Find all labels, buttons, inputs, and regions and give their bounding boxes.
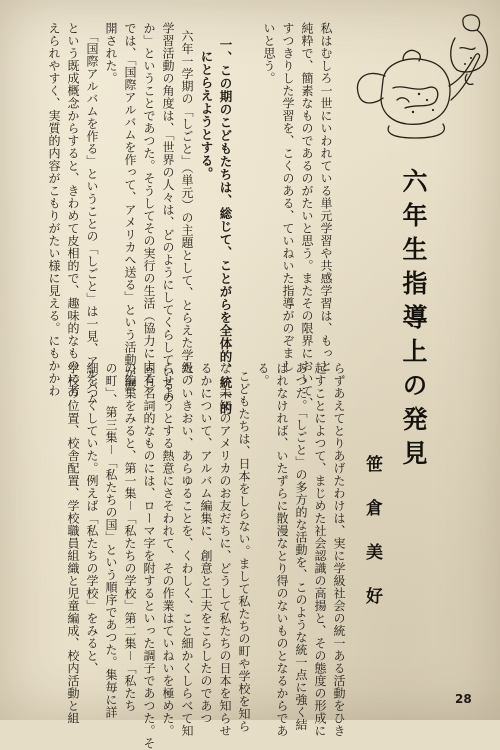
body-column: の編集をみると、第一集－「私たちの学校」第二集－「私たち [123,362,137,713]
author-name: 笹倉美好 [362,455,382,631]
page-number: 28 [455,692,472,706]
body-column: いと思う。 [262,22,276,85]
body-column: こどもたちは、日本をしらない。まして私たちの町や学校を知ら [237,370,251,733]
body-column: という既成概念からすると、きわめて皮相的で、趣味的なものに考 [66,22,80,397]
body-column: では、「国際アルバムを作って、アメリカへ送る」という活動が展 [123,22,137,391]
body-column: すつきりした学習を、こくのある、ていねいた指導がのぞまし [281,22,295,372]
body-column: るかについて、アルバム編集に、創意と工夫をこらしたのであつ [199,362,213,725]
body-column: 純粋で、簡素なものであるのがたいと思う。またその限界において、 [300,22,314,410]
body-column: 六年一学期の「しごと」（単元）の主題として、とらえた学級の [180,30,194,387]
body-column: 学校の位置、校舎配置、学校職員組織と児童編成、校内活動と組 [66,362,80,725]
body-column: らせようとする熱意にさそわれて、その作業はていねいを極めた。 [161,362,175,737]
body-column: 起すことによつて、まじめた社会認識の高揚と、その態度の形成に [313,362,327,737]
body-column: えられやすく、実質的内容がこもりがたい様に見える。にもかかわ [47,22,61,397]
body-column: 学習活動の角度は、「世界の人々は、どのようにしてくらしているの [161,22,175,404]
body-column: 開された。 [104,22,118,85]
body-column: る。 [256,362,270,387]
body-column: か」ということであつた。そうしてその実行の生活（協力による） [142,22,156,397]
body-column: あつた。「しごと」の多方的な活動を、このような統一点に強く結 [294,362,308,731]
teapot-vase-illustration [345,8,495,143]
section-heading: にとらえようとする。 [199,50,214,180]
body-column: らずあえてとりあげたわけは、実に学級社会の統一ある活動をひき [332,362,346,737]
body-column: 「国際アルバムを作る」ということの「しごと」は一見、アルバム [85,30,99,405]
body-column: 私はむしろ一世にいわれている単元学習や共感学習は、もっと [319,22,333,372]
body-column: の町」、第三集－「私たちの国」という順序であつた。集毎に詳 [104,362,118,719]
section-heading: 一、この期のこどもたちは、総じて、ことがらを全体的、統一的 [218,38,233,415]
body-column: ばれなければ、いたずらに散漫なとり得のないものとなるからであ [275,362,289,737]
body-column: た。いきおい、あらゆることを、くわしく、こと細かくしらべて知 [180,362,194,737]
article-title: 六年生指導上の発見 [399,168,428,474]
body-column: ない未知のアメリカのお友だちに、どうして私たちの日本を知らせ [218,362,232,737]
body-column: 固有名詞的なものには、ローマ字を附するといった調子であつた。そ [142,362,156,750]
body-column: 細をつくしていた。例えば「私たちの学校」をみると、 [85,362,99,675]
